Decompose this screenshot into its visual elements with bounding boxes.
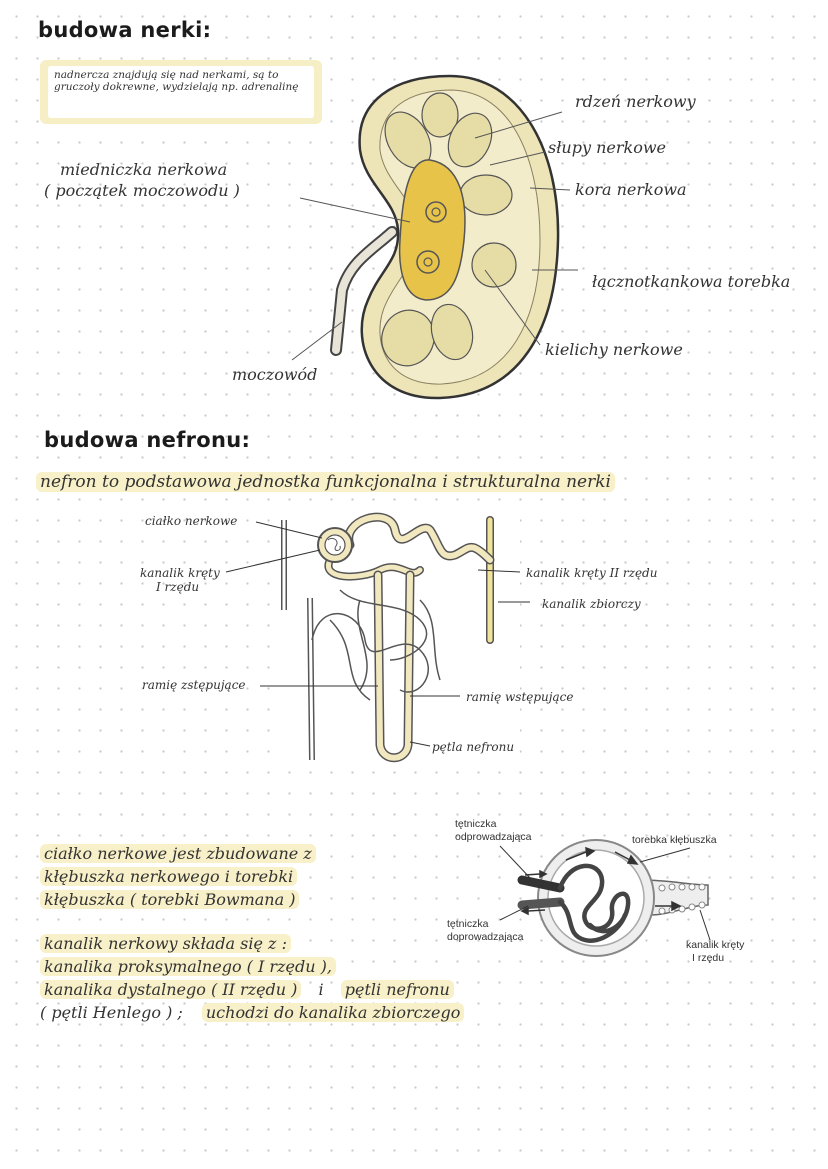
label-tubule-2: I rzędu: [692, 952, 725, 964]
tubule-text-line1: kanalik nerkowy składa się z :: [40, 934, 291, 953]
label-collecting: kanalik zbiorczy: [542, 597, 641, 611]
tubule-text-line4a: ( pętli Henlego ) ;: [40, 1003, 183, 1022]
label-cortex: kora nerkowa: [575, 180, 687, 199]
label-afferent-2: doprowadzająca: [447, 931, 524, 943]
label-medulla: rdzeń nerkowy: [575, 92, 696, 111]
nephron-definition: nefron to podstawowa jednostka funkcjonalna i strukturalna nerki: [36, 472, 615, 492]
tubule-text-line3a: kanalika dystalnego ( II rzędu ): [40, 980, 301, 999]
label-calyces: kielichy nerkowe: [545, 340, 683, 359]
label-capsule: łącznotkankowa torebka: [592, 272, 791, 291]
label-dct: kanalik kręty II rzędu: [526, 566, 658, 580]
corpuscle-text-line2: kłębuszka nerkowego i torebki: [40, 867, 297, 886]
tubule-text-line4b: uchodzi do kanalika zbiorczego: [202, 1003, 464, 1022]
label-tubule-1: kanalik kręty: [686, 939, 745, 951]
tubule-text-line3c: pętli nefronu: [341, 980, 454, 999]
corpuscle-text: [40, 842, 316, 911]
label-efferent-2: odprowadzająca: [455, 831, 532, 843]
label-pct-1: kanalik kręty: [140, 566, 220, 580]
label-columns: słupy nerkowe: [548, 138, 666, 157]
label-loop: pętla nefronu: [432, 740, 515, 754]
tubule-text-line2: kanalika proksymalnego ( I rzędu ),: [40, 957, 336, 976]
label-corpuscle: ciałko nerkowe: [145, 514, 238, 528]
tubule-text-line3b: i: [318, 980, 324, 999]
label-afferent-1: tętniczka: [447, 918, 489, 930]
corpuscle-text-line3: kłębuszka ( torebki Bowmana ): [40, 890, 299, 909]
label-pelvis-1: miedniczka nerkowa: [60, 160, 228, 179]
label-efferent-1: tętniczka: [455, 818, 497, 830]
label-ascending: ramię wstępujące: [466, 690, 574, 704]
kidney-heading: budowa nerki:: [38, 18, 212, 42]
label-pct-2: I rzędu: [156, 580, 200, 594]
label-descending: ramię zstępujące: [142, 678, 246, 692]
label-glomerular-capsule: torebka kłębuszka: [632, 834, 717, 846]
adrenal-note-text: nadnercza znajdują się nad nerkami, są to gruczoły dokrewne, wydzielają np. adrenalinę: [48, 66, 314, 118]
tubule-text: [40, 932, 464, 1024]
label-pelvis-2: ( początek moczowodu ): [44, 181, 240, 200]
label-ureter: moczowód: [232, 365, 318, 384]
corpuscle-text-line1: ciałko nerkowe jest zbudowane z: [40, 844, 316, 863]
nephron-heading: budowa nefronu:: [44, 428, 251, 452]
